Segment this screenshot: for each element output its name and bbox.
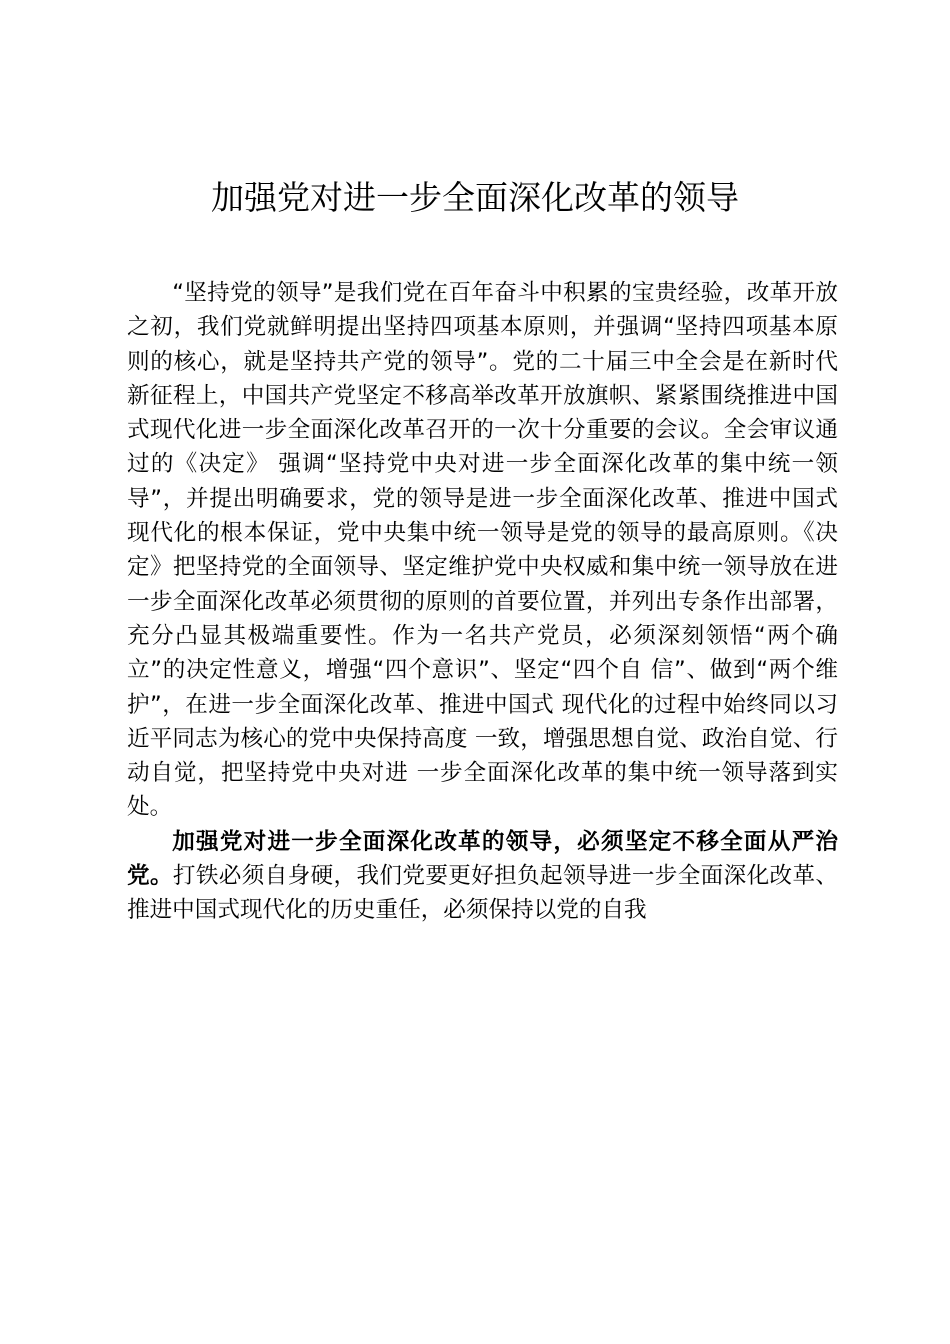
document-body — [127, 276, 838, 928]
paragraph-2 — [127, 825, 838, 928]
paragraph-1-text: “坚持党的领导”是我们党在百年奋斗中积累的宝贵经验，改革开放之初，我们党就鲜明提出坚持四项基本原则，并强调“坚持四项基本原则的核心，就是坚持共产党的领导”。党的二十届三中全会是在新时代新征程上，中国共产党坚定不移高举改革开放旗帜、紧紧围绕推进中国式现代化进一步全面深化改革召开的一次十分重要的会议。全会审议通过的《决定》 强调“坚持党中央对进一步全面深化改革的集中统一领导”，并提出明确要求，党的领导是进一步全面深化改革、推进中国式现代化的根本保证，党中央集中统一领导是党的领导的最高原则。《决定》把坚持党的全面领导、坚定维护党中央权威和集中统一领导放在进一步全面深化改革必须贯彻的原则的首要位置，并列出专条作出部署，充分凸显其极端重要性。作为一名共产党员，必须深刻领悟“两个确立”的决定性意义，增强“四个意识”、坚定“四个自 信”、做到“两个维护”，在进一步全面深化改革、推进中国式 现代化的过程中始终同以习近平同志为核心的党中央保持高度 一致，增强思想自觉、政治自觉、行动自觉，把坚持党中央对进 一步全面深化改革的集中统一领导落到实处。 — [127, 280, 838, 821]
document-title: 加强党对进一步全面深化改革的领导 — [211, 178, 739, 217]
paragraph-2-text: 打铁必须自身硬，我们党要更好担负起领导进一步全面深化改革、推进中国式现代化的历史重任，必须保持以党的自我 — [127, 863, 839, 924]
paragraph-1 — [127, 276, 838, 825]
paragraph-2-bold-lead: 加强党对进一步全面深化改革的领导，必须坚定不移全面从严治党。 — [127, 828, 838, 890]
